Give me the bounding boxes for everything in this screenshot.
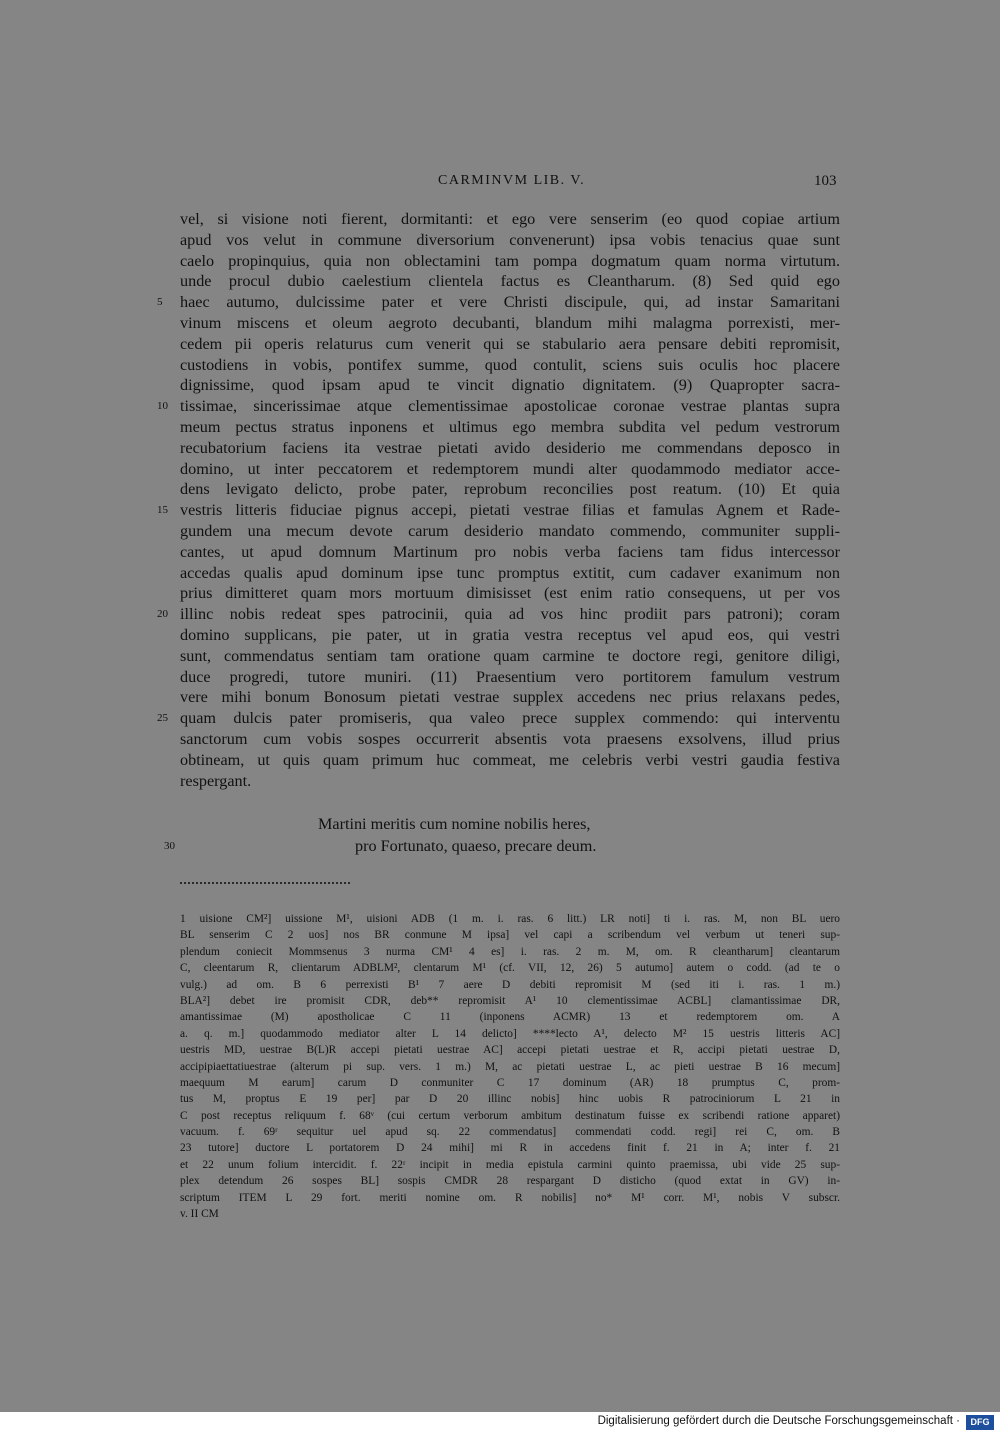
- page-number: 103: [814, 173, 837, 189]
- line-text: vestris litteris fiduciae pignus accepi, pietati vestrae filias et famulas Agnem et Rade-: [180, 501, 840, 520]
- text-line: [180, 313, 840, 334]
- running-head: [0, 173, 1000, 193]
- line-text: custodiens in vobis, pontifex summe, quod contulit, sciens suis oculis hoc placere: [180, 355, 840, 374]
- text-line: [180, 542, 840, 563]
- line-text: apud vos velut in commune diversorium convenerunt) ipsa vobis tenacius quae sunt: [180, 230, 840, 249]
- line-text: cantes, ut apud domnum Martinum pro nobis verba faciens tam fidus intercessor: [180, 542, 840, 561]
- funding-notice: Digitalisierung gefördert durch die Deutsche Forschungsgemeinschaft ·: [597, 1415, 960, 1427]
- apparatus-line: v. II CM: [180, 1208, 219, 1221]
- text-line: [180, 479, 840, 500]
- text-line: [180, 625, 840, 646]
- apparatus-line: scriptum ITEM L 29 fort. meriti nomine om. R nobilis] no* M¹ corr. M¹, nobis V subscr.: [180, 1191, 840, 1204]
- line-text: meum pectus stratus inponens et ultimus ego membra subdita vel pedum vestrorum: [180, 417, 840, 436]
- text-line: [180, 271, 840, 292]
- line-text: accedas qualis apud dominum ipse tunc promptus extitit, cum cadaver exanimum non: [180, 563, 840, 582]
- text-line: [157, 500, 840, 521]
- critical-apparatus: [180, 911, 840, 1222]
- line-text: dignissime, quod ipsam apud te vincit dignatio dignitatem. (9) Quapropter sacra-: [180, 376, 840, 395]
- verse-distich: [164, 813, 840, 857]
- main-text: [157, 209, 840, 791]
- verse-line-text: Martini meritis cum nomine nobilis heres,: [318, 815, 591, 833]
- verse-line-text: pro Fortunato, quaeso, precare deum.: [355, 837, 597, 855]
- apparatus-line: tus M, proptus E 19 per] par D 20 illinc nobis] hinc uobis R patrociniorum L 21 in: [180, 1093, 840, 1106]
- text-line: [180, 375, 840, 396]
- verse-line: [180, 813, 840, 835]
- apparatus-line: accipipiaettatiuestrae (alterum pi sup. vers. 1 m.) M, ac pietati uestrae L, ac pieti uestrae B 16 mecum]: [180, 1060, 840, 1073]
- running-title: CARMINVM LIB. V.: [438, 173, 586, 188]
- text-line: [180, 729, 840, 750]
- line-number: 5: [157, 296, 163, 309]
- line-text: sunt, commendatus sentiam tam oratione quam carmine te doctore regi, genitore diligi,: [180, 646, 840, 665]
- text-line: [180, 251, 840, 272]
- apparatus-line: 1 uisione CM²] uissione M¹, uisioni ADB (1 m. i. ras. 6 litt.) LR noti] ti i. ras. M, non BL uero: [180, 913, 840, 925]
- text-line: [157, 604, 840, 625]
- line-text: gundem una mecum devote carum desiderio mandato commendo, communiter suppli-: [180, 521, 840, 540]
- line-text: prius dimitteret quam mors mortuum dimisisset (est enim ratio consequens, ut per vos: [180, 584, 840, 603]
- line-text: illinc nobis redeat spes patrocinii, quia ad vos hinc prodiit pars patroni); coram: [180, 605, 840, 624]
- line-text: unde procul dubio caelestium clientela factus es Cleantharum. (8) Sed quid ego: [180, 272, 840, 291]
- line-number: 20: [157, 608, 168, 621]
- line-text: dens levigato delicto, probe pater, reprobum reconcilies post reatum. (10) Et quia: [180, 480, 840, 499]
- line-text: cedem pii operis relaturus cum venerit qui se stabulario aera pensare debiti repromisit,: [180, 334, 840, 353]
- line-text: quam dulcis pater promiseris, qua valeo prece supplex commendo: qui interventu: [180, 709, 840, 728]
- apparatus-line: a. q. m.] quodammodo mediator alter L 14 delicto] ****lecto A¹, delecto M² 15 uestris litteris AC]: [180, 1027, 840, 1040]
- apparatus-line: vulg.) ad om. B 6 perrexisti B¹ 7 aere D debiti repromisit M (sed iti i. ras. 1 m.): [180, 978, 840, 991]
- footer-bar: [0, 1412, 1000, 1434]
- text-line: [180, 563, 840, 584]
- line-text: vinum miscens et oleum aegroto decubanti, blandum mihi malagma porrexisti, mer-: [180, 313, 840, 332]
- line-text: caelo propinquius, quia non oblectamini tam pompa dogmatum quam norma virtutum.: [180, 251, 840, 270]
- apparatus-line: 23 tutore] ductore L portatorem D 24 mihi] mi R in accedens finit f. 21 in A; inter f. 21: [180, 1142, 840, 1155]
- text-line: [157, 396, 840, 417]
- text-line: [180, 417, 840, 438]
- line-number: 30: [164, 840, 175, 852]
- verse-line: [164, 835, 840, 857]
- line-text: vel, si visione noti fierent, dormitanti: et ego vere senserim (eo quod copiae artium: [180, 210, 840, 228]
- text-line: [180, 687, 840, 708]
- line-text: obtineam, ut quis quam primum huc commeat, me celebris verbi vestri gaudia festiva: [180, 750, 840, 769]
- apparatus-line: vacuum. f. 69ʳ sequitur uel apud sq. 22 commendatus] commendati codd. regi] rei C, om. B: [180, 1126, 840, 1139]
- text-line: [180, 209, 840, 230]
- text-line: [180, 230, 840, 251]
- text-line: [180, 750, 840, 771]
- line-number: 15: [157, 504, 168, 517]
- dfg-logo: DFG: [966, 1415, 994, 1430]
- apparatus-divider: [180, 882, 350, 884]
- line-text: recubatorium faciens ita vestrae pietati avido desiderio me commendans deposco in: [180, 438, 840, 457]
- text-line: [180, 771, 840, 792]
- text-line: [180, 355, 840, 376]
- apparatus-line: amantissimae (M) apostholicae C 11 (inponens ACMR) 13 et redemptorem om. A: [180, 1011, 840, 1024]
- line-text: domino, ut inter peccatorem et redemptorem mundi alter quodammodo mediator acce-: [180, 459, 840, 478]
- apparatus-line: C post receptus reliquum f. 68ᵛ (cui certum verborum ambitum destinatum fuisse ex scribendi ratione apparet): [180, 1109, 840, 1122]
- text-line: [180, 583, 840, 604]
- line-text: tissimae, sincerissimae atque clementissimae apostolicae coronae vestrae plantas supra: [180, 397, 840, 416]
- line-number: 10: [157, 400, 168, 413]
- apparatus-line: plex detendum 26 sospes BL] sospis CMDR 28 respargant D disticho (quod extat in GV) in-: [180, 1175, 840, 1188]
- text-line: [157, 292, 840, 313]
- apparatus-line: BL senserim C 2 uos] nos BR conmune M ipsa] vel capi a scribendum vel verbum ut teneri sup-: [180, 929, 840, 942]
- apparatus-line: et 22 unum folium intercidit. f. 22ʳ incipit in media epistula carmini quinto praemissa, ubi vide 25 sup-: [180, 1158, 840, 1171]
- apparatus-line: uestris MD, uestrae B(L)R accepi pietati uestrae AC] accepi pietati uestrae et R, accipi pietati uestrae D,: [180, 1044, 840, 1057]
- apparatus-line: C, cleentarum R, clientarum ADBLM², clentarum M¹ (cf. VII, 12, 26) 5 autumo] autem o codd. (ad te o: [180, 962, 840, 975]
- line-text: respergant.: [180, 771, 252, 790]
- line-text: domino supplicans, pie pater, ut in gratia vestra receptus vel apud eos, qui vestri: [180, 625, 840, 644]
- text-line: [157, 708, 840, 729]
- text-line: [180, 459, 840, 480]
- line-number: 25: [157, 712, 168, 725]
- apparatus-line: plendum coniecit Mommsenus 3 nurma CM¹ 4 es] i. ras. 2 m. M, om. R cleantharum] cleantarum: [180, 945, 840, 958]
- line-text: vere mihi bonum Bonosum pietati vestrae supplex accedens nec prius relaxans pedes,: [180, 688, 840, 707]
- text-line: [180, 334, 840, 355]
- text-line: [180, 521, 840, 542]
- text-line: [180, 438, 840, 459]
- text-line: [180, 667, 840, 688]
- line-text: duce progredi, tutore muniri. (11) Praesentium vero portitorem famulum vestrum: [180, 667, 840, 686]
- line-text: haec autumo, dulcissime pater et vere Christi discipule, qui, ad instar Samaritani: [180, 293, 840, 312]
- line-text: sanctorum cum vobis sospes occurrerit absentis vota praesens exsolvens, illud prius: [180, 729, 840, 748]
- apparatus-line: maequum M earum] carum D conmuniter C 17 dominum (AR) 18 prumptus C, prom-: [180, 1076, 840, 1089]
- apparatus-line: BLA²] debet ire promisit CDR, deb** repromisit A¹ 10 clementissimae ACBL] clamantissimae DR,: [180, 994, 840, 1007]
- text-line: [180, 646, 840, 667]
